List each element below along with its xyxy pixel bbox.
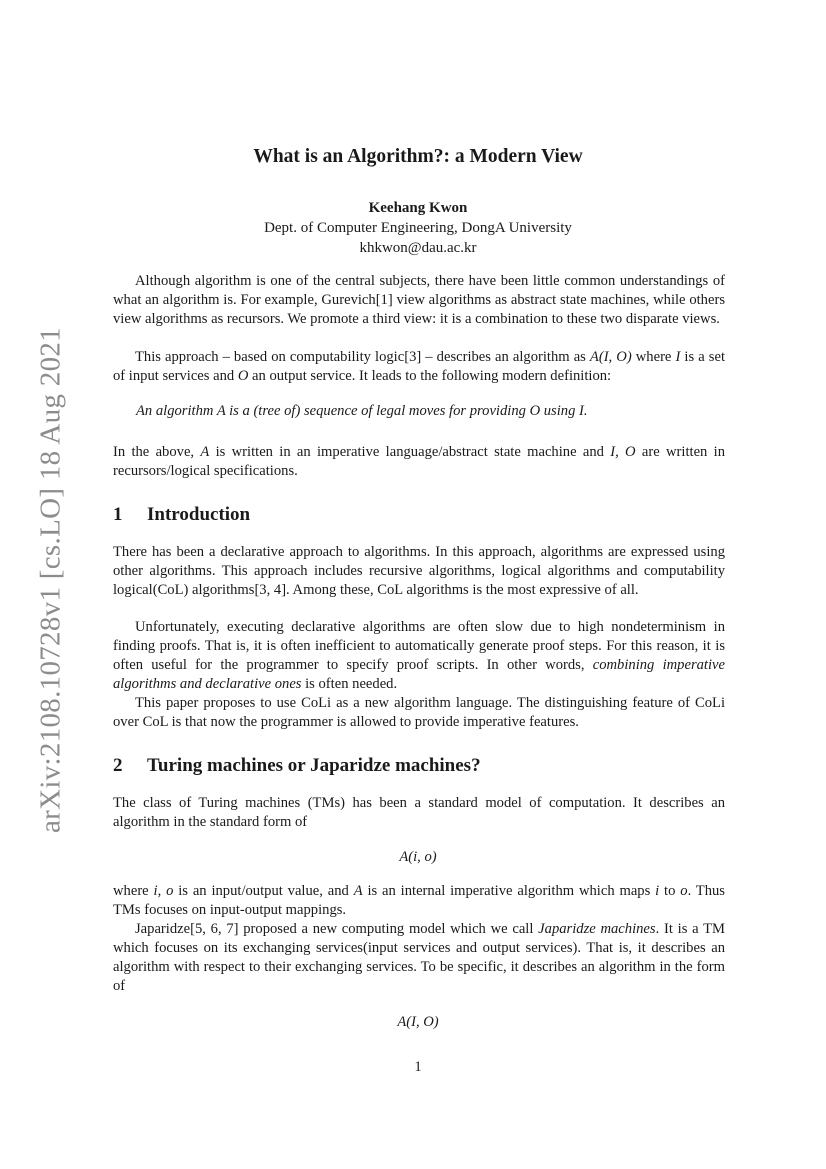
author-block xyxy=(0,198,826,258)
math-inline: I, O xyxy=(610,444,636,460)
math-inline: A xyxy=(200,444,210,460)
intro-paragraph-1: There has been a declarative approach to algorithms. In this approach, algorithms are expressed using other algorithms. This approach includes recursive algorithms, logical algorithms and computability logical(CoL) algorithms[3, 4]. Among these, CoL algorithms is the most expressive of all. xyxy=(113,544,725,598)
author-email: khkwon@dau.ac.kr xyxy=(359,240,477,256)
emphasis-text: combining imperative algorithms and declarative ones xyxy=(113,656,725,692)
author-affiliation: Dept. of Computer Engineering, DongA University xyxy=(264,220,572,236)
display-equation-1: A(i, o) xyxy=(399,849,437,865)
math-inline: A(I, O) xyxy=(589,349,632,365)
section2-paragraph-1: The class of Turing machines (TMs) has been a standard model of computation. It describes an algorithm in the standard form of xyxy=(113,795,725,830)
intro-paragraph-2: Unfortunately, executing declarative algorithms are often slow due to high nondeterminism in finding proofs. That is, it is often inefficient to automatically generate proof steps. For this reason, it is often useful for the programmer to specify proof scripts. In other words, combining imperative algorithms and declarative ones is often needed. xyxy=(113,619,725,692)
section-heading-introduction: 1 Introduction xyxy=(113,504,251,525)
algorithm-definition: An algorithm A is a (tree of) sequence of legal moves for providing O using I. xyxy=(136,403,588,419)
section2-paragraph-3: Japaridze[5, 6, 7] proposed a new computing model which we call Japaridze machines. It is a TM which focuses on its exchanging services(input services and output services). That is, it describes an algorithm with respect to their exchanging services. To be specific, it describes an algorithm in the form of xyxy=(113,921,726,994)
page-number: 1 xyxy=(414,1059,422,1075)
math-inline: O xyxy=(237,367,249,384)
math-inline: I xyxy=(675,349,681,365)
abstract-paragraph-3: In the above, A is written in an imperative language/abstract state machine and I, O are written in recursors/logical specifications. xyxy=(113,444,725,479)
section-heading-turing-machines: 2 Turing machines or Japaridze machines? xyxy=(113,755,481,776)
section2-paragraph-2: where i, o is an input/output value, and A is an internal imperative algorithm which maps i to o. Thus TMs focuses on input-output mappings. xyxy=(113,883,725,918)
emphasis-text: Japaridze machines xyxy=(538,921,656,937)
abstract-paragraph-1: Although algorithm is one of the central subjects, there have been little common understandings of what an algorithm is. For example, Gurevich[1] view algorithms as abstract state machines, while others view algorithms as recursors. We promote a third view: it is a combination to these two disparate views. xyxy=(113,273,725,327)
arxiv-identifier: arXiv:2108.10728v1 [cs.LO] 18 Aug 2021 xyxy=(34,327,67,833)
paper-title: What is an Algorithm?: a Modern View xyxy=(253,146,583,167)
intro-paragraph-3: This paper proposes to use CoLi as a new algorithm language. The distinguishing feature of CoLi over CoL is that now the programmer is allowed to provide imperative features. xyxy=(113,695,725,730)
display-equation-2: A(I, O) xyxy=(397,1014,439,1030)
abstract-paragraph-2: This approach – based on computability logic[3] – describes an algorithm as A(I, O) where I is a set of input services and O an output service. It leads to the following modern definition: xyxy=(113,349,725,384)
author-name: Keehang Kwon xyxy=(368,200,468,216)
